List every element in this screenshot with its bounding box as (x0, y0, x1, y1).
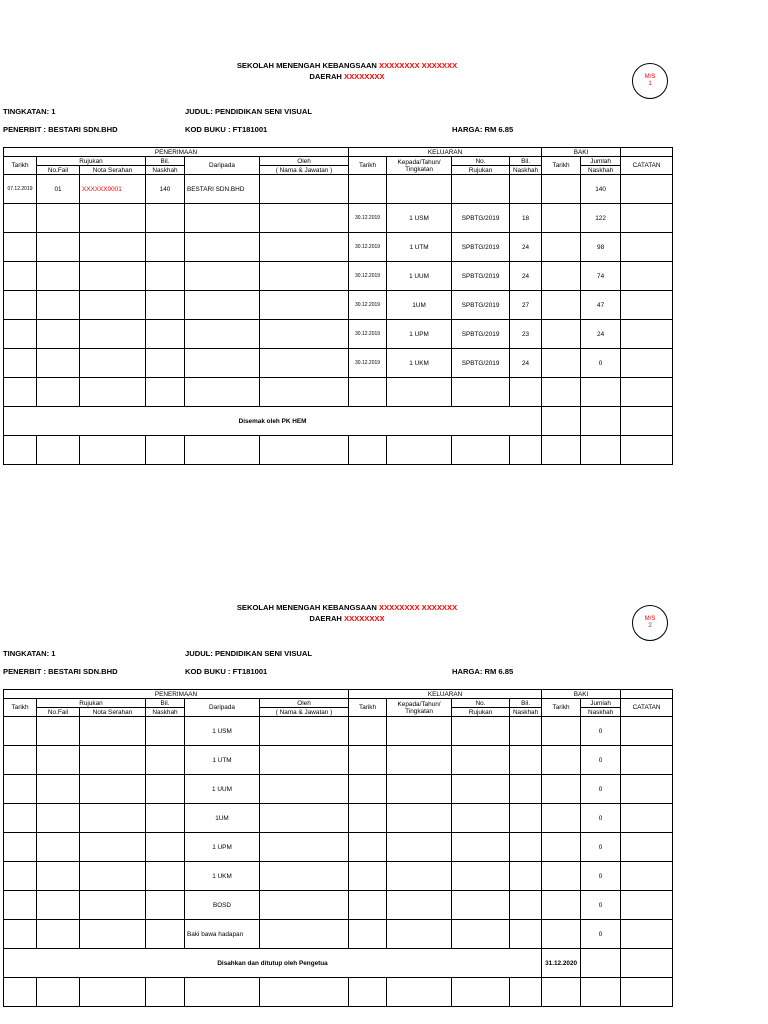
table-row (4, 804, 673, 833)
kepada-line-2: Tingkatan (405, 165, 433, 173)
cell-empty (260, 862, 349, 891)
cell-empty (452, 833, 510, 862)
cell-empty (387, 775, 452, 804)
cell-kepada: 1 UUM (387, 262, 452, 291)
cell-bil (146, 320, 185, 349)
cell-k-tarikh: 30.12.2019 (349, 291, 387, 320)
judul-label: JUDUL: PENDIDIKAN SENI VISUAL (185, 107, 312, 116)
cell-jumlah: 74 (581, 262, 621, 291)
cell-daripada: 1 UPM (185, 833, 260, 862)
cell-empty (621, 775, 673, 804)
table-row (4, 746, 673, 775)
cell-k-tarikh: 30.12.2019 (349, 262, 387, 291)
cell-empty (4, 804, 37, 833)
col-tarikh: Tarikh (4, 699, 37, 717)
penerimaan-header: PENERIMAAN (4, 148, 349, 157)
cell-empty (387, 833, 452, 862)
cell-catatan (621, 262, 673, 291)
cell-daripada: BESTARI SDN.BHD (185, 175, 260, 204)
cell-no-fail: 01 (37, 175, 80, 204)
cell-daripada (185, 262, 260, 291)
cell-kepada: 1 UPM (387, 320, 452, 349)
cell-empty (387, 862, 452, 891)
cell-empty (146, 862, 185, 891)
cell-no-fail (37, 233, 80, 262)
kepada-line-1: Kepada/Tahun/ (397, 700, 441, 708)
cell-bil (146, 291, 185, 320)
cell-empty (146, 717, 185, 746)
table-row (4, 204, 673, 233)
cell-catatan (621, 204, 673, 233)
cell-empty (37, 775, 80, 804)
cell-empty (349, 833, 387, 862)
keluaran-header: KELUARAN (349, 148, 542, 157)
cell-b-tarikh (542, 262, 581, 291)
cell-empty (4, 717, 37, 746)
col-bil: Bil. (146, 157, 185, 166)
col-naskhah: Naskhah (146, 166, 185, 175)
table-row (4, 891, 673, 920)
col-b-naskhah: Naskhah (581, 166, 621, 175)
cell-bil (146, 349, 185, 378)
harga-label: HARGA: RM 6.85 (452, 125, 514, 134)
col-nama-jawatan: ( Nama & Jawatan ) (260, 166, 349, 175)
school-name: XXXXXXXX XXXXXXX (379, 603, 458, 612)
table-row (4, 436, 673, 465)
table-row (4, 262, 673, 291)
cell-catatan (621, 291, 673, 320)
col-nama-jawatan: ( Nama & Jawatan ) (260, 708, 349, 717)
cell-jumlah: 140 (581, 175, 621, 204)
cell-k-bil: 24 (510, 233, 542, 262)
col-b-tarikh: Tarikh (542, 157, 581, 175)
cell-empty (260, 717, 349, 746)
cell-empty (4, 775, 37, 804)
cell-empty (542, 746, 581, 775)
kepada-line-1: Kepada/Tahun/ (397, 158, 441, 166)
cell-empty (4, 833, 37, 862)
sheet-title (0, 602, 694, 624)
cell-empty (621, 804, 673, 833)
cell-daripada: 1UM (185, 804, 260, 833)
district-name: XXXXXXXX (344, 614, 385, 623)
cell-empty (260, 804, 349, 833)
stamp-label: M/S (644, 616, 656, 622)
cell-empty (349, 862, 387, 891)
cell-jumlah: 0 (581, 349, 621, 378)
cell-daripada: 1 UKM (185, 862, 260, 891)
cell-b-tarikh (542, 233, 581, 262)
cell-k-bil (510, 175, 542, 204)
cell-jumlah: 98 (581, 233, 621, 262)
tingkatan-label: TINGKATAN: 1 (3, 107, 56, 116)
cell-catatan (621, 349, 673, 378)
carry-jumlah: 0 (581, 920, 621, 949)
col-tarikh: Tarikh (4, 157, 37, 175)
signature-text: Disahkan dan ditutup oleh Pengetua (4, 949, 542, 978)
cell-no-rujukan: SPBTG/2019 (452, 204, 510, 233)
col-no-fail: No.Fail (37, 166, 80, 175)
cell-empty (4, 862, 37, 891)
cell-bil (146, 204, 185, 233)
baki-header: BAKI (542, 148, 621, 157)
cell-empty (349, 804, 387, 833)
col-oleh: Oleh (260, 699, 349, 708)
col-b-tarikh: Tarikh (542, 699, 581, 717)
cell-nota-serahan (80, 233, 146, 262)
cell-oleh (260, 349, 349, 378)
col-k-tarikh: Tarikh (349, 157, 387, 175)
signature-row (4, 407, 673, 436)
cell-empty (80, 775, 146, 804)
cell-daripada (185, 320, 260, 349)
col-jumlah: Jumlah (581, 699, 621, 708)
cell-empty (452, 775, 510, 804)
cell-empty (349, 746, 387, 775)
cell-no-rujukan: SPBTG/2019 (452, 320, 510, 349)
cell-bil: 140 (146, 175, 185, 204)
col-no: No. (452, 699, 510, 708)
cell-kepada (387, 175, 452, 204)
keluaran-header: KELUARAN (349, 690, 542, 699)
col-kepada (387, 699, 452, 717)
cell-k-tarikh: 30.12.2019 (349, 233, 387, 262)
cell-empty (510, 746, 542, 775)
cell-empty (621, 833, 673, 862)
cell-empty (510, 833, 542, 862)
cell-empty (510, 862, 542, 891)
col-k-tarikh: Tarikh (349, 699, 387, 717)
cell-nota-serahan (80, 204, 146, 233)
cell-empty (387, 891, 452, 920)
cell-kepada: 1 USM (387, 204, 452, 233)
ledger-table (3, 147, 673, 465)
table-row (4, 233, 673, 262)
cell-no-fail (37, 262, 80, 291)
cell-tarikh (4, 320, 37, 349)
cell-empty (542, 717, 581, 746)
cell-empty (146, 804, 185, 833)
table-row (4, 320, 673, 349)
cell-nota-serahan: XXXXXX0001 (80, 175, 146, 204)
cell-tarikh: 07.12.2019 (4, 175, 37, 204)
cell-k-bil: 23 (510, 320, 542, 349)
tingkatan-label: TINGKATAN: 1 (3, 649, 56, 658)
cell-tarikh (4, 233, 37, 262)
cell-empty (146, 775, 185, 804)
cell-empty (37, 833, 80, 862)
cell-empty (146, 833, 185, 862)
ledger-table (3, 689, 673, 1007)
cell-empty (37, 891, 80, 920)
cell-empty (387, 804, 452, 833)
cell-empty (452, 804, 510, 833)
table-row (4, 717, 673, 746)
cell-kepada: 1 UTM (387, 233, 452, 262)
cell-k-tarikh: 30.12.2019 (349, 320, 387, 349)
cell-empty (621, 717, 673, 746)
cell-tarikh (4, 291, 37, 320)
cell-b-tarikh (542, 320, 581, 349)
kod-buku-label: KOD BUKU : FT181001 (185, 667, 268, 676)
title-prefix: SEKOLAH MENENGAH KEBANGSAAN (236, 603, 377, 612)
cell-empty (37, 717, 80, 746)
cell-empty (37, 862, 80, 891)
cell-daripada: BOSD (185, 891, 260, 920)
col-daripada: Daripada (185, 157, 260, 175)
col-jumlah: Jumlah (581, 157, 621, 166)
cell-k-tarikh (349, 175, 387, 204)
cell-jumlah: 0 (581, 804, 621, 833)
cell-kepada: 1 UKM (387, 349, 452, 378)
cell-daripada (185, 349, 260, 378)
page-stamp (632, 605, 668, 641)
carry-forward-row (4, 920, 673, 949)
cell-no-rujukan: SPBTG/2019 (452, 291, 510, 320)
cell-no-fail (37, 204, 80, 233)
harga-label: HARGA: RM 6.85 (452, 667, 514, 676)
cell-kepada: 1UM (387, 291, 452, 320)
cell-no-rujukan: SPBTG/2019 (452, 233, 510, 262)
cell-empty (37, 746, 80, 775)
cell-nota-serahan (80, 349, 146, 378)
cell-empty (80, 891, 146, 920)
signature-date: 31.12.2020 (542, 949, 581, 978)
col-k-naskhah: Naskhah (510, 708, 542, 717)
col-naskhah: Naskhah (146, 708, 185, 717)
cell-empty (80, 746, 146, 775)
cell-empty (80, 804, 146, 833)
district-prefix: DAERAH (309, 614, 342, 623)
cell-empty (542, 775, 581, 804)
col-rujukan-sub: Rujukan (452, 166, 510, 175)
signature-row (4, 949, 673, 978)
cell-empty (452, 891, 510, 920)
cell-empty (452, 862, 510, 891)
cell-empty (510, 717, 542, 746)
district-prefix: DAERAH (309, 72, 342, 81)
cell-empty (80, 833, 146, 862)
cell-oleh (260, 233, 349, 262)
cell-oleh (260, 204, 349, 233)
cell-empty (387, 717, 452, 746)
cell-daripada: 1 UUM (185, 775, 260, 804)
col-k-bil: Bil. (510, 699, 542, 708)
cell-jumlah: 0 (581, 717, 621, 746)
cell-empty (4, 746, 37, 775)
col-rujukan: Rujukan (37, 157, 146, 166)
col-nota-serahan: Nota Serahan (80, 166, 146, 175)
cell-no-rujukan (452, 175, 510, 204)
carry-label: Baki bawa hadapan (185, 920, 260, 949)
cell-daripada (185, 291, 260, 320)
cell-nota-serahan (80, 291, 146, 320)
table-row (4, 378, 673, 407)
penerbit-label: PENERBIT : BESTARI SDN.BHD (3, 125, 118, 134)
cell-jumlah: 0 (581, 891, 621, 920)
cell-daripada (185, 204, 260, 233)
cell-oleh (260, 262, 349, 291)
cell-empty (621, 746, 673, 775)
cell-empty (452, 717, 510, 746)
col-daripada: Daripada (185, 699, 260, 717)
penerimaan-header: PENERIMAAN (4, 690, 349, 699)
cell-k-bil: 27 (510, 291, 542, 320)
cell-empty (260, 833, 349, 862)
cell-nota-serahan (80, 262, 146, 291)
table-row (4, 978, 673, 1007)
cell-empty (349, 891, 387, 920)
cell-catatan (621, 175, 673, 204)
cell-jumlah: 0 (581, 862, 621, 891)
col-rujukan-sub: Rujukan (452, 708, 510, 717)
cell-empty (510, 804, 542, 833)
cell-no-rujukan: SPBTG/2019 (452, 262, 510, 291)
col-rujukan: Rujukan (37, 699, 146, 708)
cell-k-tarikh: 30.12.2019 (349, 349, 387, 378)
cell-empty (621, 891, 673, 920)
table-row (4, 833, 673, 862)
school-name: XXXXXXXX XXXXXXX (379, 61, 458, 70)
kepada-line-2: Tingkatan (405, 707, 433, 715)
cell-empty (80, 862, 146, 891)
cell-empty (542, 891, 581, 920)
stamp-label: M/S (644, 74, 656, 80)
table-row (4, 349, 673, 378)
cell-daripada: 1 UTM (185, 746, 260, 775)
cell-jumlah: 0 (581, 746, 621, 775)
page-stamp (632, 63, 668, 99)
cell-empty (4, 891, 37, 920)
cell-empty (260, 746, 349, 775)
stamp-number: 2 (648, 623, 652, 629)
cell-b-tarikh (542, 204, 581, 233)
cell-bil (146, 233, 185, 262)
cell-empty (349, 775, 387, 804)
cell-tarikh (4, 262, 37, 291)
cell-k-bil: 18 (510, 204, 542, 233)
cell-empty (452, 746, 510, 775)
cell-empty (146, 891, 185, 920)
cell-catatan (621, 320, 673, 349)
cell-jumlah: 0 (581, 833, 621, 862)
cell-tarikh (4, 204, 37, 233)
col-oleh: Oleh (260, 157, 349, 166)
cell-jumlah: 122 (581, 204, 621, 233)
penerbit-label: PENERBIT : BESTARI SDN.BHD (3, 667, 118, 676)
cell-empty (349, 717, 387, 746)
cell-daripada: 1 USM (185, 717, 260, 746)
table-row (4, 775, 673, 804)
signature-text: Disemak oleh PK HEM (4, 407, 542, 436)
judul-label: JUDUL: PENDIDIKAN SENI VISUAL (185, 649, 312, 658)
col-catatan: CATATAN (621, 699, 673, 717)
col-no-fail: No.Fail (37, 708, 80, 717)
col-k-naskhah: Naskhah (510, 166, 542, 175)
cell-empty (260, 891, 349, 920)
col-k-bil: Bil. (510, 157, 542, 166)
cell-nota-serahan (80, 320, 146, 349)
cell-k-bil: 24 (510, 262, 542, 291)
table-row (4, 291, 673, 320)
cell-no-fail (37, 291, 80, 320)
col-catatan: CATATAN (621, 157, 673, 175)
cell-b-tarikh (542, 349, 581, 378)
baki-header: BAKI (542, 690, 621, 699)
cell-empty (542, 804, 581, 833)
col-nota-serahan: Nota Serahan (80, 708, 146, 717)
cell-catatan (621, 233, 673, 262)
cell-bil (146, 262, 185, 291)
cell-oleh (260, 320, 349, 349)
title-prefix: SEKOLAH MENENGAH KEBANGSAAN (236, 61, 377, 70)
sheet-title (0, 60, 694, 82)
cell-tarikh (4, 349, 37, 378)
cell-empty (37, 804, 80, 833)
blank-header (621, 690, 673, 699)
cell-b-tarikh (542, 175, 581, 204)
kod-buku-label: KOD BUKU : FT181001 (185, 125, 268, 134)
cell-empty (387, 746, 452, 775)
col-bil: Bil. (146, 699, 185, 708)
cell-no-fail (37, 320, 80, 349)
cell-empty (621, 862, 673, 891)
col-b-naskhah: Naskhah (581, 708, 621, 717)
cell-oleh (260, 175, 349, 204)
cell-jumlah: 24 (581, 320, 621, 349)
table-row (4, 175, 673, 204)
cell-k-tarikh: 30.12.2019 (349, 204, 387, 233)
cell-empty (542, 862, 581, 891)
district-name: XXXXXXXX (344, 72, 385, 81)
cell-empty (542, 833, 581, 862)
blank-header (621, 148, 673, 157)
cell-empty (80, 717, 146, 746)
cell-daripada (185, 233, 260, 262)
stamp-number: 1 (648, 81, 652, 87)
col-kepada (387, 157, 452, 175)
cell-jumlah: 47 (581, 291, 621, 320)
cell-no-fail (37, 349, 80, 378)
cell-empty (510, 891, 542, 920)
cell-empty (510, 775, 542, 804)
cell-k-bil: 24 (510, 349, 542, 378)
cell-empty (260, 775, 349, 804)
cell-b-tarikh (542, 291, 581, 320)
col-no: No. (452, 157, 510, 166)
cell-no-rujukan: SPBTG/2019 (452, 349, 510, 378)
table-row (4, 862, 673, 891)
cell-jumlah: 0 (581, 775, 621, 804)
cell-empty (146, 746, 185, 775)
cell-oleh (260, 291, 349, 320)
